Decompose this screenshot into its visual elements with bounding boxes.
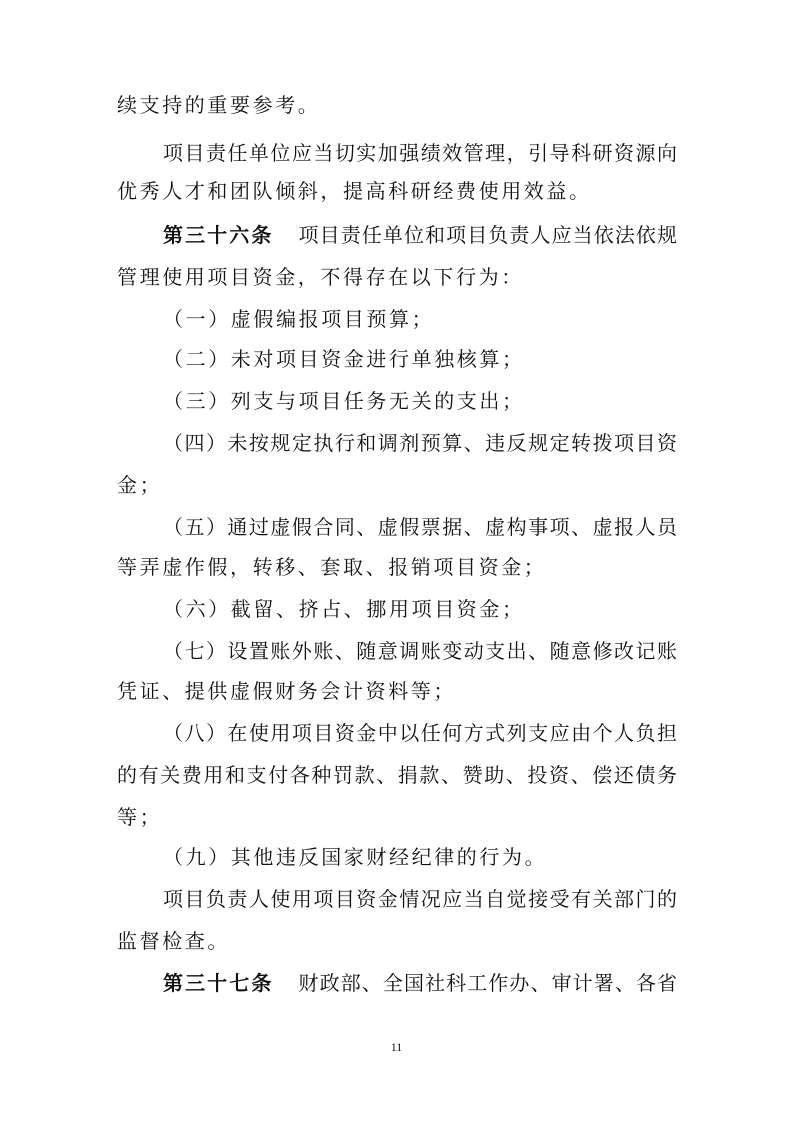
paragraph-line: 监督检查。	[117, 929, 230, 953]
article-heading-line	[163, 968, 677, 998]
list-item: （五）通过虚假合同、虚假票据、虚构事项、虚报人员	[163, 515, 677, 539]
list-item-continuation: 等弄虚作假，转移、套取、报销项目资金；	[117, 555, 547, 579]
list-item: （一）虚假编报项目预算；	[163, 307, 435, 331]
list-item-continuation: 的有关费用和支付各种罚款、捐款、赞助、投资、偿还债务	[117, 763, 677, 787]
list-item: （八）在使用项目资金中以任何方式列支应由个人负担	[163, 721, 677, 745]
paragraph-line: 项目负责人使用项目资金情况应当自觉接受有关部门的	[163, 887, 677, 911]
list-item: （七）设置账外账、随意调账变动支出、随意修改记账	[163, 639, 677, 663]
list-item: （二）未对项目资金进行单独核算；	[163, 347, 525, 371]
page-number: 11	[390, 1040, 403, 1054]
paragraph-line: 项目责任单位应当切实加强绩效管理，引导科研资源向	[163, 141, 677, 165]
article-number: 第三十七条	[163, 971, 274, 995]
list-item: （三）列支与项目任务无关的支出；	[163, 389, 525, 413]
list-item-continuation: 金；	[117, 473, 163, 497]
list-item: （六）截留、挤占、挪用项目资金；	[163, 597, 525, 621]
list-item: （九）其他违反国家财经纪律的行为。	[163, 845, 548, 869]
paragraph-line: 管理使用项目资金，不得存在以下行为：	[117, 265, 524, 289]
article-heading-line	[163, 220, 677, 250]
list-item-continuation: 等；	[117, 805, 163, 829]
list-item-continuation: 凭证、提供虚假财务会计资料等；	[117, 679, 456, 703]
paragraph-line: 续支持的重要参考。	[117, 93, 321, 117]
paragraph-line: 优秀人才和团队倾斜，提高科研经费使用效益。	[117, 179, 592, 203]
article-text: 项目责任单位和项目负责人应当依法依规	[297, 223, 678, 247]
article-text: 财政部、全国社科工作办、审计署、各省	[297, 971, 678, 995]
list-item: （四）未按规定执行和调剂预算、违反规定转拨项目资	[163, 431, 677, 455]
article-number: 第三十六条	[163, 223, 274, 247]
